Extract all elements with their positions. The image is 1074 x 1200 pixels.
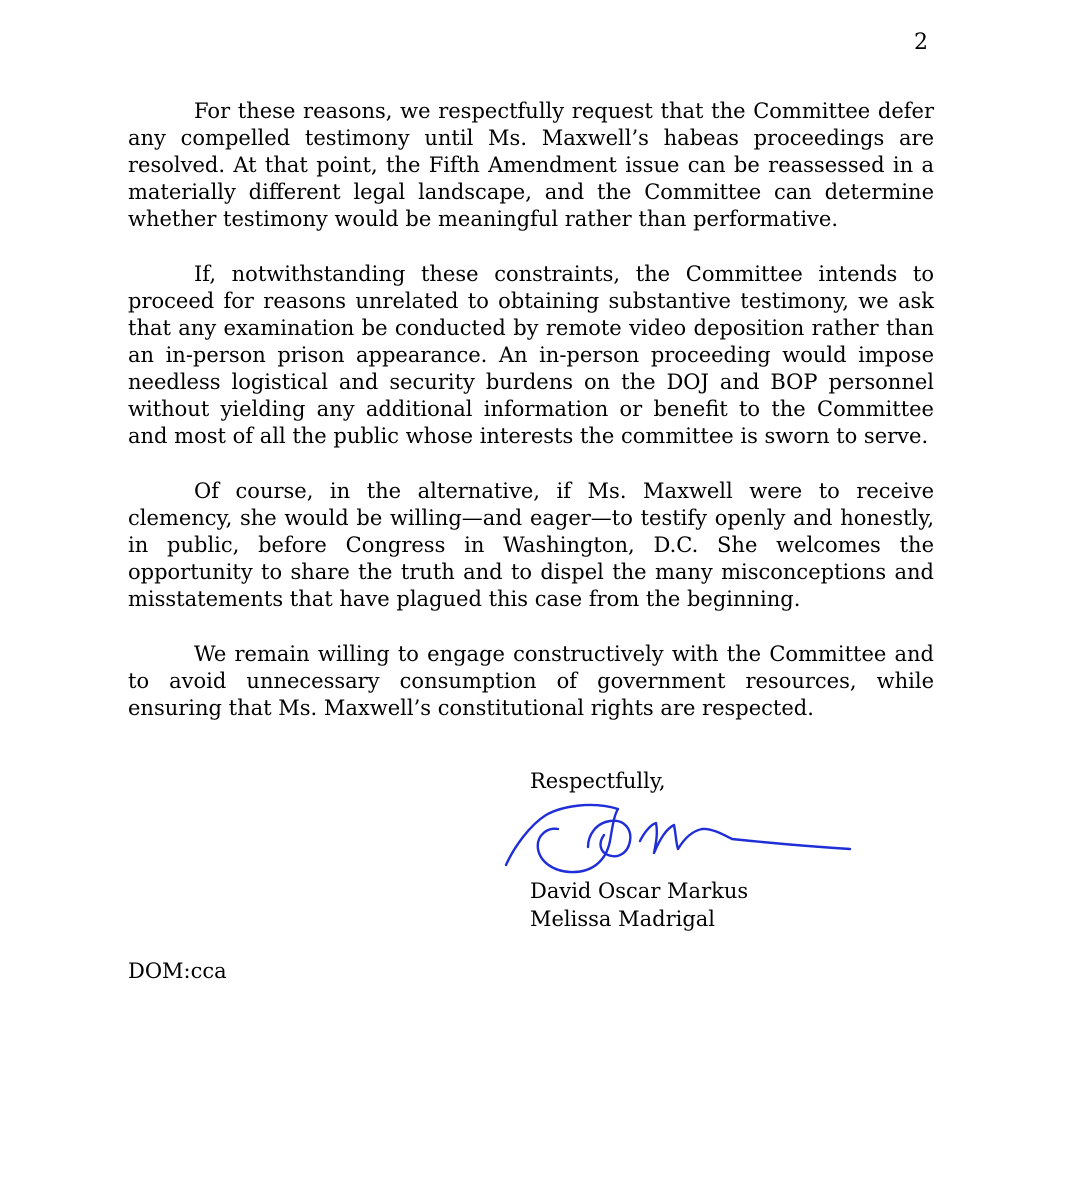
signature-stroke-m (640, 823, 850, 853)
signer-name: Melissa Madrigal (530, 907, 716, 931)
reference-initials: DOM:cca (128, 959, 227, 983)
handwritten-signature (500, 795, 860, 880)
page-number: 2 (914, 30, 928, 55)
signer-name: David Oscar Markus (530, 879, 749, 903)
signer-block (530, 877, 748, 933)
letter-body (128, 98, 934, 750)
paragraph-deferral-request: For these reasons, we respectfully request that the Committee defer any compelled testimony until Ms. Maxwell’s habeas proceedings are resolved. At that point, the Fifth Amendment issue can be reassessed in a materially different legal landscape, and the Committee can determine whether testimony would be meaningful rather than performative. (128, 99, 934, 231)
paragraph-engagement: We remain willing to engage constructively with the Committee and to avoid unnecessary consumption of government resources, while ensuring that Ms. Maxwell’s constitutional rights are respected. (128, 642, 934, 720)
paragraph-clemency: Of course, in the alternative, if Ms. Maxwell were to receive clemency, she would be willing—and eager—to testify openly and honestly, in public, before Congress in Washington, D.C. She welcomes the opportunity to share the truth and to dispel the many misconceptions and misstatements that have plagued this case from the beginning. (128, 479, 934, 611)
paragraph-remote-deposition: If, notwithstanding these constraints, the Committee intends to proceed for reasons unrelated to obtaining substantive testimony, we ask that any examination be conducted by remote video deposition rather than an in-person prison appearance. An in-person proceeding would impose needless logistical and security burdens on the DOJ and BOP personnel without yielding any additional information or benefit to the Committee and most of all the public whose interests the committee is sworn to serve. (128, 262, 934, 448)
closing-salutation: Respectfully, (530, 769, 666, 793)
signature-stroke-o (588, 821, 630, 856)
